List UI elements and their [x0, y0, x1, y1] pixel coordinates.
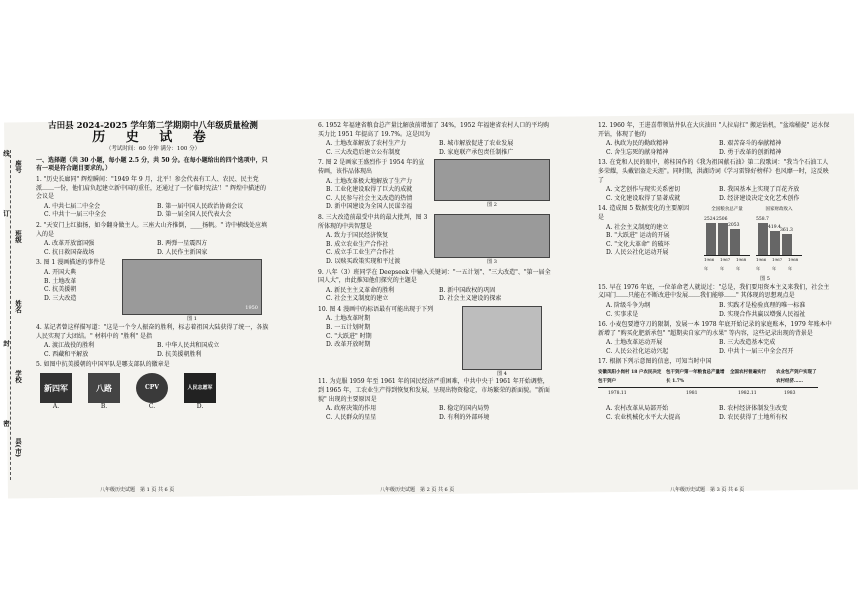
- option: D. 家庭联产承包责任制推广: [439, 148, 514, 156]
- question-with-figure: [318, 306, 552, 379]
- option: A. 执政为民的勤政精神: [606, 140, 669, 148]
- option: B. 实践才是检验真理的唯一标准: [719, 301, 806, 309]
- question-with-figure: [318, 214, 552, 269]
- chart-bar: [780, 228, 793, 255]
- option: D. 抗美援朝胜利: [157, 350, 202, 358]
- option: A. 农村改革从局部开始: [606, 405, 669, 413]
- photo-figure-3: [434, 214, 550, 258]
- grain-bars: [704, 215, 750, 256]
- answer-options: [44, 240, 270, 257]
- option: C. "文化大革命" 的破坏: [606, 240, 670, 248]
- answer-options: [606, 140, 832, 157]
- chart-bar: [716, 217, 728, 255]
- option: A. 土地改革运动开展: [606, 339, 663, 347]
- option: D. 经济建设决定文化艺术创作: [719, 194, 800, 202]
- option: B. 城市解放促进了农业发展: [439, 140, 514, 148]
- page-footer: 八年级历史试题 第 3 页 共 6 页: [670, 487, 745, 493]
- option: A. 土地改革极大地解放了生产力: [326, 177, 413, 185]
- question-text: 1. "历史长廊同" 辉煌瞬间："1949 年 9 月，北平！参会代表有工人、农民、民主党派……一份，他们肩负起建立新中国的重任，还通过了一份'临时宪法'！" 辉煌中描述的会议是: [36, 175, 266, 201]
- revenue-bars: [756, 215, 802, 256]
- option-label: B.: [100, 402, 108, 410]
- question-text: 10. 图 4 漫画中的标语最有可能出现于下列: [318, 305, 434, 313]
- emblem-image: 新四军: [40, 373, 72, 403]
- question-text: 11. 为克服 1959 年至 1961 年的国民经济严重困难，中共中央于 1961 年开始调整，到 1965 年，工农业生产得到恢复和发展，呈现出物资稳定，市场繁荣的新面貌。"新面貌" 出现的主要原因是: [318, 378, 550, 403]
- answer-options: [606, 339, 832, 356]
- cartoon-figure-1: [122, 259, 262, 315]
- binding-margin: [4, 150, 28, 480]
- option: A. 致力于国民经济恢复: [326, 232, 389, 240]
- question-text: 8. 三大改造前最受中共的最大批判，图 3 所体现的中共智慧是: [318, 213, 428, 230]
- question-text: 6. 1952 年福建省粮食总产量比解放前增加了 34%，1952 年福建省农村人口的平均购买力比 1951 年提高了 19.7%。这是因为: [318, 122, 550, 138]
- answer-options: [606, 405, 832, 422]
- answer-options: [44, 342, 270, 359]
- bar-year-label: 1967年: [720, 256, 731, 271]
- question-text: 15. 早在 1976 年底，一位革命老人就说过："总是，我们要用资本主义来我们，社会主义国门……只能在不断改进中发展……我们能够……" 其体现的思想观点是: [598, 283, 830, 300]
- school-label: 学校: [14, 370, 22, 383]
- question-text: 7. 图 2 是画家王盛烈作于 1954 年的宣传画，该作品体现出: [318, 159, 425, 175]
- question-text: 17. 根据下列示意图的信息，可知当时中国: [598, 358, 712, 366]
- binding-mark: 线: [2, 150, 10, 157]
- option: C. 三大改造后建立公有制度: [326, 148, 401, 156]
- option: B. 土地改革: [44, 277, 77, 285]
- question-with-figure: [318, 159, 552, 214]
- binding-mark: 订: [2, 210, 10, 217]
- option: A. 改革开放富国强: [44, 240, 95, 248]
- answer-options: [326, 140, 552, 157]
- timeline-date: 1978.11: [608, 391, 627, 397]
- option: A. 渡江战役的胜利: [44, 342, 95, 350]
- timeline-date: 1983: [784, 391, 796, 397]
- class-label: 班级: [14, 230, 22, 243]
- seat-number-label: 座号: [14, 160, 22, 173]
- option: B. 两弹一星震四方: [157, 240, 208, 248]
- chart-bar: [728, 222, 740, 255]
- option: B. 工业化建设取得了巨大的成就: [326, 186, 413, 194]
- question-text: 9. 八年（3）班同学在 Deepseek 中输入关键词："一五计划"、"三大改造"、"第一届全国人大"，由此推知他们探究的主题是: [318, 268, 551, 285]
- bar-year-label: 1966年: [704, 256, 715, 271]
- option-label: A.: [52, 402, 60, 410]
- figure-caption: 图 4: [497, 370, 507, 377]
- county-label: 县(市): [14, 438, 22, 458]
- option: D. 三大改造: [44, 294, 77, 302]
- answer-options: [44, 203, 270, 220]
- page-3: [598, 122, 832, 424]
- answer-options: [326, 315, 458, 349]
- option: C. 人民公社化运动兴起: [606, 347, 669, 355]
- option-label: C.: [148, 402, 156, 410]
- option: A. 土地改革时期: [326, 315, 371, 323]
- option: C. 实事求是: [606, 310, 639, 318]
- option: B. 一五计划时期: [326, 324, 371, 332]
- chart-title: 国家财政收入: [765, 207, 793, 213]
- emblem-options: [40, 373, 270, 403]
- binding-mark: 密: [2, 420, 10, 427]
- answer-options: [326, 178, 430, 212]
- question-with-figure: [36, 259, 270, 324]
- option: D. 改革开放时期: [326, 341, 371, 349]
- question-text: 2. "天安门上红旗扬，如今翻身做主人。三座大山齐推倒，____扬帆。" 诗中横线处应填入的是: [36, 221, 268, 238]
- option: D. 实现合作共赢以增强人民福祉: [719, 310, 806, 318]
- emblem-image: 八路: [88, 373, 120, 403]
- timeline-event: 安徽凤阳小岗村 18 户农民决定包干到户: [598, 370, 662, 384]
- chart-bar: [768, 224, 781, 255]
- exam-title: 古田县 2024-2025 学年第二学期期中八年级质量检测: [48, 121, 258, 131]
- timeline-date: 1982.11: [738, 391, 757, 397]
- cartoon-figure-4: [462, 306, 542, 370]
- answer-options: [326, 232, 430, 266]
- page-2: [318, 122, 552, 424]
- bar-year-label: 1968年: [736, 256, 747, 271]
- option: D. 勇于改革的创新精神: [719, 148, 782, 156]
- option: D. 农民获得了土地所有权: [719, 413, 788, 421]
- option: A. 政府决策的作用: [326, 405, 377, 413]
- page-footer: 八年级历史试题 第 2 页 共 6 页: [380, 487, 455, 493]
- option: D. 社会主义建设的探索: [439, 295, 502, 303]
- page-footer: 八年级历史试题 第 1 页 共 6 页: [100, 487, 175, 493]
- option: C. 舍生忘死的献身精神: [606, 148, 669, 156]
- emblem-image: CPV: [136, 373, 168, 403]
- timeline-figure: [598, 369, 832, 403]
- question-text: 5. 如图中抗美援朝的中国军队是哪支部队的徽章是: [36, 361, 170, 369]
- binding-mark: 封: [2, 340, 10, 347]
- option: C. 西藏和平解放: [44, 350, 89, 358]
- question-text: 14. 造成图 5 数据变化的主要原因是: [598, 205, 690, 221]
- name-label: 姓名: [14, 300, 22, 313]
- answer-options: [606, 224, 694, 258]
- option: D. 新中国建设为全国人民谋幸福: [326, 203, 413, 211]
- option: D. 以赎买政策实现和平过渡: [326, 257, 401, 265]
- timeline-date: 1981: [686, 391, 698, 397]
- option: C. "大跃进" 时期: [326, 332, 372, 340]
- bar-value-label: 2053: [728, 222, 740, 228]
- option: C. 人民群众的星星: [326, 413, 377, 421]
- bar-year-label: 1968年: [788, 256, 799, 271]
- option: D. 有利的外部环境: [439, 413, 490, 421]
- chart-bar: [756, 216, 769, 255]
- option: C. 抗日救国奋战场: [44, 248, 95, 256]
- chart-title: 全国粮食总产量: [711, 207, 743, 213]
- option: B. 三大改造基本完成: [719, 339, 776, 347]
- option: A. 中共七届二中全会: [44, 202, 101, 210]
- bar-year-label: 1967年: [772, 256, 783, 271]
- subject-title: 历 史 试 卷: [92, 129, 214, 145]
- figure-caption: 图 3: [487, 258, 497, 265]
- figure-year: 1950: [245, 304, 258, 311]
- option: B. 中华人民共和国成立: [157, 342, 220, 350]
- option: B. 成立农业生产合作社: [326, 240, 389, 248]
- question-text: 3. 图 1 漫画描述的事件是: [36, 259, 106, 267]
- option: A. 社会主义制度的建立: [606, 223, 669, 231]
- bar-value-label: 2506: [716, 217, 728, 223]
- bar-year-label: 1966年: [756, 256, 767, 271]
- emblem-image: 人民志愿军: [184, 373, 216, 403]
- option: D. 第一届全国人民代表大会: [157, 211, 232, 219]
- answer-options: [326, 287, 552, 304]
- exam-info: （考试时间：60 分钟 满分：100 分）: [105, 146, 201, 153]
- cut-line: [10, 150, 11, 480]
- option: B. 我国基本上实现了百花齐放: [719, 186, 800, 194]
- option: B. 新中国政权的巩固: [439, 286, 496, 294]
- figure-caption: 图 5: [760, 276, 770, 283]
- bar-value-label: 558.7: [756, 216, 769, 222]
- figure-caption: 图 1: [187, 316, 197, 323]
- chart-bar: [704, 216, 716, 255]
- bar-value-label: 419.4: [768, 224, 781, 230]
- option: B. "大跃进" 运动的开展: [606, 232, 670, 240]
- option-label: D.: [196, 402, 204, 410]
- page-1: [36, 122, 270, 411]
- poster-figure-2: [434, 159, 550, 201]
- option: B. 稳定的国内局势: [439, 405, 490, 413]
- question-text: 4. 某记者曾这样描写道："这是一个令人振奋的胜利，标志着祖国大陆获得了统一，各族人民实现了大团结。" 材料中的 "胜利" 是指: [36, 323, 269, 340]
- option: C. 人民参与社会主义改造的热情: [326, 194, 413, 202]
- option: B. 艰苦奋斗的奉献精神: [719, 140, 782, 148]
- option: A. 土地改革解放了农村生产力: [326, 140, 407, 148]
- timeline-axis: [598, 387, 818, 388]
- answer-options: [326, 405, 552, 422]
- option: C. 抗美援朝: [44, 286, 77, 294]
- option: C. 成立手工业生产合作社: [326, 249, 395, 257]
- option: A. 开国大典: [44, 268, 77, 276]
- question-text: 13. 在党和人民的眼中，蒋桂国作的《我为祖国献石油》第二段歌词："我当个石油工人多荣耀，头戴铝盔走天涯"。同时期，洪湖诗词《学习雷锋好榜样》也风靡一时，这反映了: [598, 159, 829, 184]
- bar-value-label: 2524: [704, 216, 716, 222]
- option: A. 新民主主义革命的胜利: [326, 286, 395, 294]
- option: D. 中共十一届三中全会召开: [719, 347, 794, 355]
- option: D. 人民公社化运动开展: [606, 249, 669, 257]
- option: C. 农业机械化水平大大提高: [606, 413, 681, 421]
- bar-charts-figure-5: [698, 205, 832, 283]
- answer-options: [44, 269, 116, 303]
- section-heading: 一、选择题（共 30 小题，每小题 2.5 分，共 50 分。在每小题给出的四个选项中，只有一项是符合题目要求的。）: [36, 156, 268, 173]
- option: B. 农村经济体制发生改变: [719, 405, 788, 413]
- option: C. 社会主义制度的建立: [326, 295, 389, 303]
- option: B. 第一届中国人民政治协商会议: [157, 202, 244, 210]
- figure-caption: 图 2: [487, 202, 497, 209]
- emblem-labels: [40, 403, 270, 412]
- option: A. 阶级斗争为纲: [606, 301, 651, 309]
- bar-value-label: 361.3: [780, 228, 793, 234]
- option: A. 文艺创作与现实关系密切: [606, 186, 681, 194]
- timeline-event: 全国农村普遍实行: [730, 370, 766, 376]
- timeline-event: 包干到户第一年粮食总产量增长 1.7%: [666, 370, 725, 384]
- question-text: 16. 小麦包要遵守刀的限制，发展一本 1978 年底开始记录的家庭账本，1979 年账本中新增了 "购买化肥新承包" "超期卖自家产的水果" 等内容，这些记录出现的背景是: [598, 321, 832, 337]
- question-with-figure: [598, 205, 832, 283]
- answer-options: [606, 302, 832, 319]
- option: D. 人民作主新国家: [157, 248, 208, 256]
- question-text: 12. 1960 年，王进喜带领钻井队在大庆油田 "人拉肩扛" 搬运钻机，"盆端桶提" 运水保开钻，体现了他的: [598, 122, 830, 138]
- timeline-event: 农业包产到户实现了农村经济……: [776, 370, 817, 384]
- option: C. 中共十一届三中全会: [44, 211, 107, 219]
- answer-options: [606, 186, 832, 203]
- option: C. 文化建设取得了显著成就: [606, 194, 681, 202]
